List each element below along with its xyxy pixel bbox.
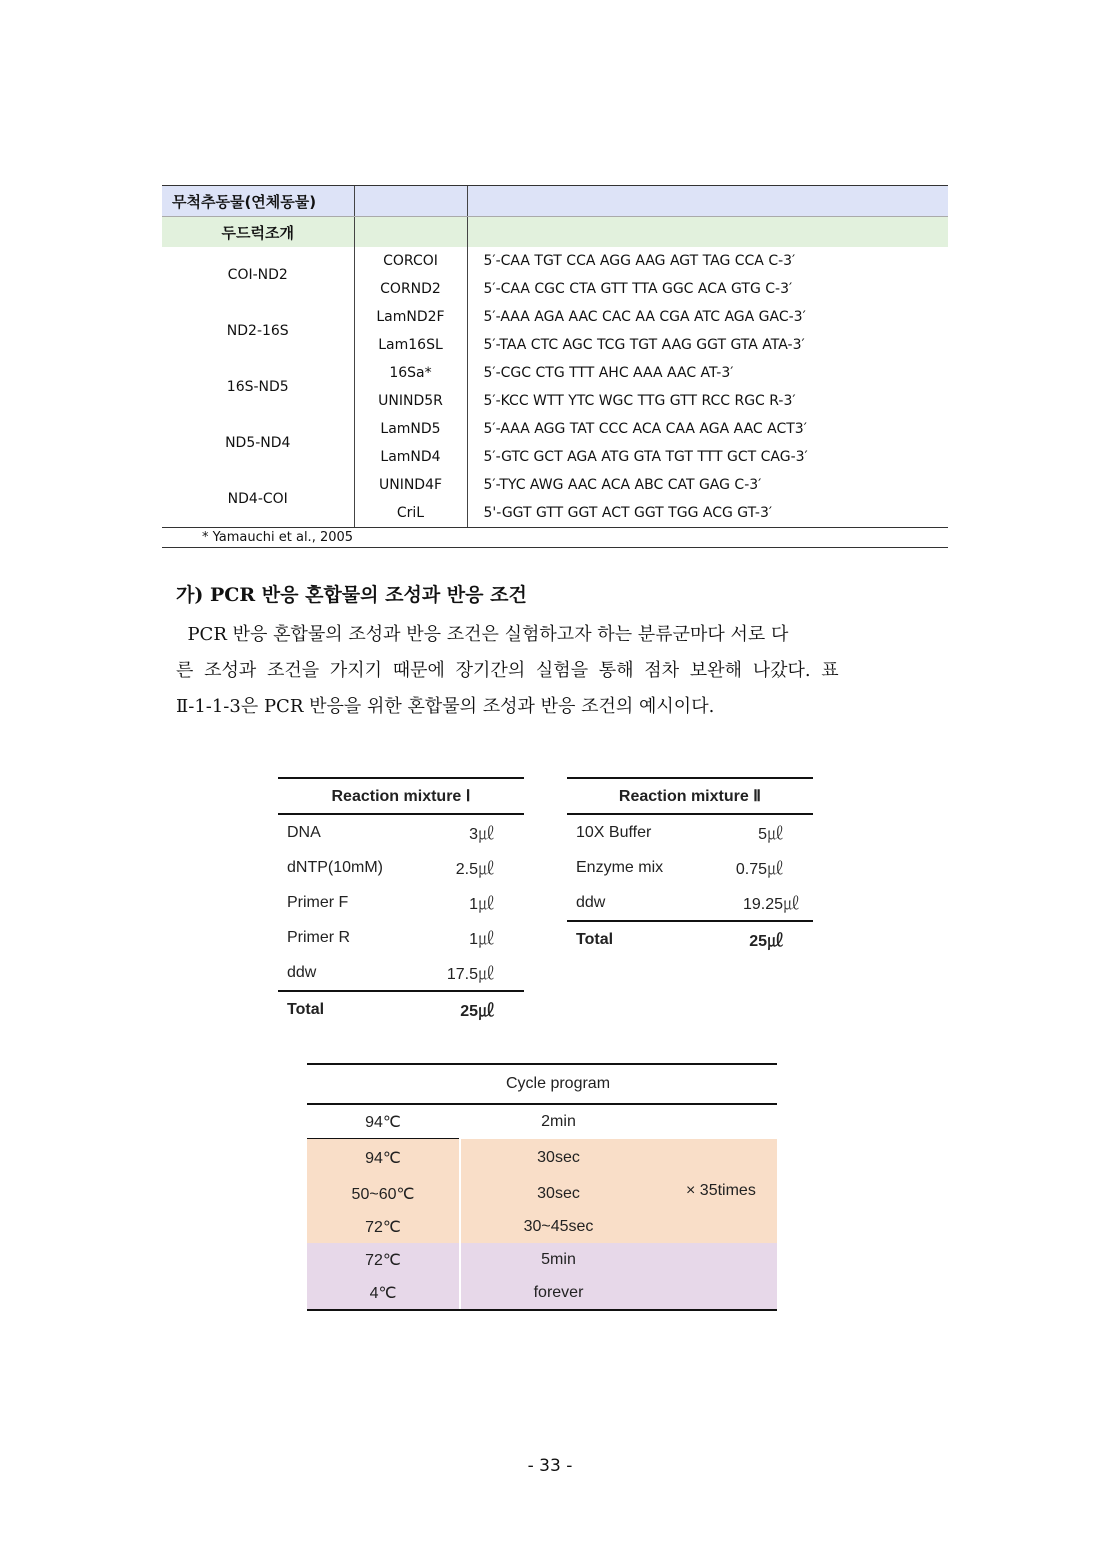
cycle-time: 30sec bbox=[460, 1139, 656, 1178]
cycle-temp: 94℃ bbox=[307, 1104, 460, 1139]
cycle-row bbox=[307, 1139, 777, 1178]
table-row bbox=[278, 850, 524, 885]
reagent-name: Primer R bbox=[287, 928, 351, 946]
cycle-row bbox=[307, 1104, 777, 1139]
reagent-name: DNA bbox=[287, 823, 321, 841]
reagent-amount: 1㎕ bbox=[469, 896, 494, 913]
cycle-time: forever bbox=[460, 1276, 656, 1310]
cycle-row bbox=[307, 1243, 777, 1276]
reagent-amount: 0.75㎕ bbox=[735, 861, 783, 878]
table-title: Reaction mixture Ⅰ bbox=[278, 778, 524, 814]
cycle-temp: 72℃ bbox=[307, 1243, 460, 1276]
primer-sequence: 5′-CAA CGC CTA GTT TTA GGC ACA GTG C-3′ bbox=[467, 275, 948, 303]
cycle-temp: 4℃ bbox=[307, 1276, 460, 1310]
reagent-name: Primer F bbox=[287, 893, 349, 911]
primer-name: 16Sa* bbox=[354, 359, 467, 387]
region-label: ND5-ND4 bbox=[225, 435, 291, 451]
reagent-amount: 3㎕ bbox=[469, 826, 494, 843]
region-label: ND2-16S bbox=[226, 323, 289, 339]
reaction-mixture-1-table bbox=[278, 777, 524, 1027]
table-row bbox=[162, 359, 948, 387]
total-amount: 25㎕ bbox=[717, 921, 813, 957]
reagent-amount: 17.5㎕ bbox=[446, 966, 494, 983]
cycle-program-table bbox=[307, 1063, 777, 1311]
primer-sequence: 5′-GTC GCT AGA ATG GTA TGT TTT GCT CAG-3′ bbox=[467, 443, 948, 471]
primer-name: LamND5 bbox=[354, 415, 467, 443]
primer-sequence: 5′-TYC AWG AAC ACA ABC CAT GAG C-3′ bbox=[467, 471, 948, 499]
table-row bbox=[162, 471, 948, 499]
paragraph-line: PCR 반응 혼합물의 조성과 반응 조건은 실험하고자 하는 분류군마다 서로 다 bbox=[176, 624, 789, 645]
table-row bbox=[162, 247, 948, 275]
table-row bbox=[567, 814, 813, 850]
table-row bbox=[278, 814, 524, 850]
total-label: Total bbox=[567, 921, 717, 957]
cycle-time: 5min bbox=[460, 1243, 656, 1276]
reagent-amount: 19.25㎕ bbox=[742, 896, 799, 913]
primer-name: CriL bbox=[354, 499, 467, 528]
reagent-name: dNTP(10mM) bbox=[287, 858, 384, 876]
table-title: Reaction mixture Ⅱ bbox=[567, 778, 813, 814]
paragraph-line: 른 조성과 조건을 가지기 때문에 장기간의 실험을 통해 점차 보완해 나갔다. 표 bbox=[176, 660, 839, 681]
table-row bbox=[567, 850, 813, 885]
table-row bbox=[278, 885, 524, 920]
table-row bbox=[162, 415, 948, 443]
category-label: 무척추동물(연체동물) bbox=[162, 186, 354, 217]
repeat-count: × 35times bbox=[656, 1139, 777, 1244]
reagent-name: Enzyme mix bbox=[576, 858, 664, 876]
primer-name: Lam16SL bbox=[354, 331, 467, 359]
primer-name: UNIND4F bbox=[354, 471, 467, 499]
primer-sequence: 5′-CAA TGT CCA AGG AAG AGT TAG CCA C-3′ bbox=[467, 247, 948, 275]
cycle-temp: 94℃ bbox=[307, 1139, 460, 1178]
region-label: ND4-COI bbox=[162, 471, 354, 528]
region-label: COI-ND2 bbox=[227, 267, 288, 283]
total-label: Total bbox=[278, 991, 428, 1027]
primer-sequence: 5′-KCC WTT YTC WGC TTG GTT RCC RGC R-3′ bbox=[467, 387, 948, 415]
reagent-name: ddw bbox=[576, 893, 606, 911]
category-row bbox=[162, 186, 948, 217]
cycle-time: 2min bbox=[541, 1112, 576, 1130]
reagent-name: 10X Buffer bbox=[576, 823, 652, 841]
cycle-temp: 50~60℃ bbox=[307, 1177, 460, 1210]
reagent-amount: 2.5㎕ bbox=[455, 861, 494, 878]
reagent-amount: 5㎕ bbox=[758, 826, 783, 843]
table-footnote: * Yamauchi et al., 2005 bbox=[162, 528, 948, 548]
primer-sequence: 5′-AAA AGA AAC CAC AA CGA ATC AGA GAC-3′ bbox=[467, 303, 948, 331]
cycle-row bbox=[307, 1276, 777, 1310]
cycle-time: 30sec bbox=[460, 1177, 656, 1210]
footnote-row bbox=[162, 528, 948, 548]
table-row bbox=[278, 955, 524, 991]
primer-name: CORND2 bbox=[354, 275, 467, 303]
primer-name: LamND4 bbox=[354, 443, 467, 471]
primer-name: LamND2F bbox=[354, 303, 467, 331]
subcategory-row bbox=[162, 217, 948, 248]
primer-name: UNIND5R bbox=[354, 387, 467, 415]
primer-sequence: 5′-CGC CTG TTT AHC AAA AAC AT-3′ bbox=[467, 359, 948, 387]
section-heading: 가) PCR 반응 혼합물의 조성과 반응 조건 bbox=[176, 584, 527, 606]
cycle-temp: 72℃ bbox=[307, 1210, 460, 1243]
primer-sequence: 5'-GGT GTT GGT ACT GGT TGG ACG GT-3′ bbox=[467, 499, 948, 528]
primer-sequence: 5′-TAA CTC AGC TCG TGT AAG GGT GTA ATA-3′ bbox=[467, 331, 948, 359]
table-title: Cycle program bbox=[460, 1064, 656, 1104]
reaction-mixture-2-table bbox=[567, 777, 813, 957]
region-label: 16S-ND5 bbox=[226, 379, 289, 395]
reagent-name: ddw bbox=[287, 963, 317, 981]
primer-sequence: 5′-AAA AGG TAT CCC ACA CAA AGA AAC ACT3′ bbox=[467, 415, 948, 443]
reagent-amount: 1㎕ bbox=[469, 931, 494, 948]
total-row bbox=[278, 991, 524, 1027]
table-row bbox=[162, 303, 948, 331]
table-row bbox=[567, 885, 813, 921]
primer-table bbox=[162, 185, 948, 548]
total-row bbox=[567, 921, 813, 957]
page-number: - 33 - bbox=[527, 1456, 573, 1476]
primer-name: CORCOI bbox=[354, 247, 467, 275]
cycle-time: 30~45sec bbox=[460, 1210, 656, 1243]
paragraph-line: Ⅱ-1-1-3은 PCR 반응을 위한 혼합물의 조성과 반응 조건의 예시이다. bbox=[176, 696, 715, 717]
table-row bbox=[278, 920, 524, 955]
subcategory-label: 두드럭조개 bbox=[162, 217, 354, 248]
total-amount: 25㎕ bbox=[428, 991, 524, 1027]
